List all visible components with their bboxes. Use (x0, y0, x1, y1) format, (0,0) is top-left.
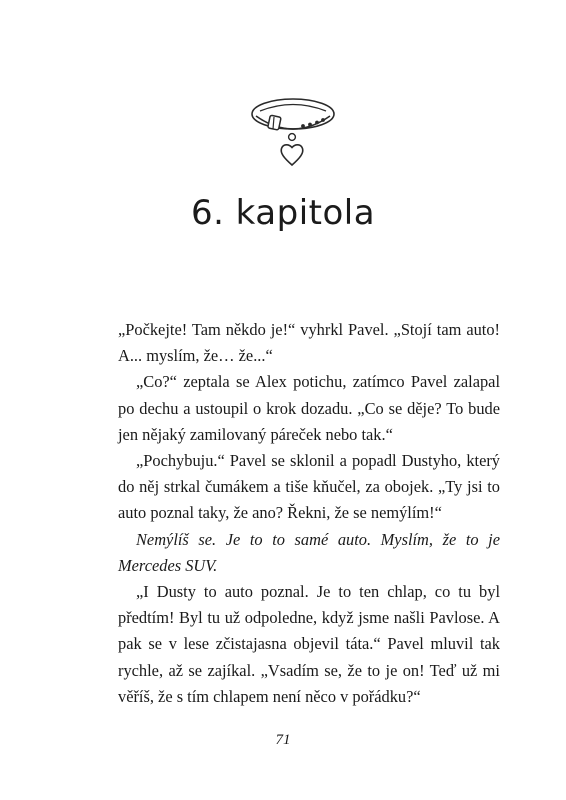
paragraph: „Pochybuju.“ Pavel se sklonil a popadl Dustyho, který do něj strkal čumákem a tiše kňučel, za obojek. „Ty jsi to auto poznal taky, že ano? Řekni, že se nemýlím!“ (118, 451, 500, 523)
collar-with-heart-tag-icon (248, 92, 338, 174)
page-number: 71 (275, 732, 291, 748)
italic-thought-paragraph: Nemýlíš se. Je to to samé auto. Myslím, že to je Mercedes SUV. (118, 529, 500, 575)
paragraph: „Co?“ zeptala se Alex potichu, zatímco Pavel zalapal po dechu a ustoupil o krok dozadu. „Co se děje? To bude jen nějaký zamilovaný páreček nebo tak.“ (118, 372, 500, 444)
paragraph: „Počkejte! Tam někdo je!“ vyhrkl Pavel. „Stojí tam auto! A... myslím, že… že...“ (118, 320, 500, 366)
chapter-title: 6. kapitola (190, 193, 376, 233)
chapter-body (118, 317, 500, 710)
paragraph: „I Dusty to auto poznal. Je to ten chlap, co tu byl předtím! Byl tu už odpoledne, když jsme našli Pavlose. A pak se v lese zčistajasna objevil táta.“ Pavel mluvil tak rychle, až se zajíkal. „Vsadím se, že to je on! Teď už mi věříš, že s tím chlapem není něco v pořádku?“ (118, 582, 500, 706)
